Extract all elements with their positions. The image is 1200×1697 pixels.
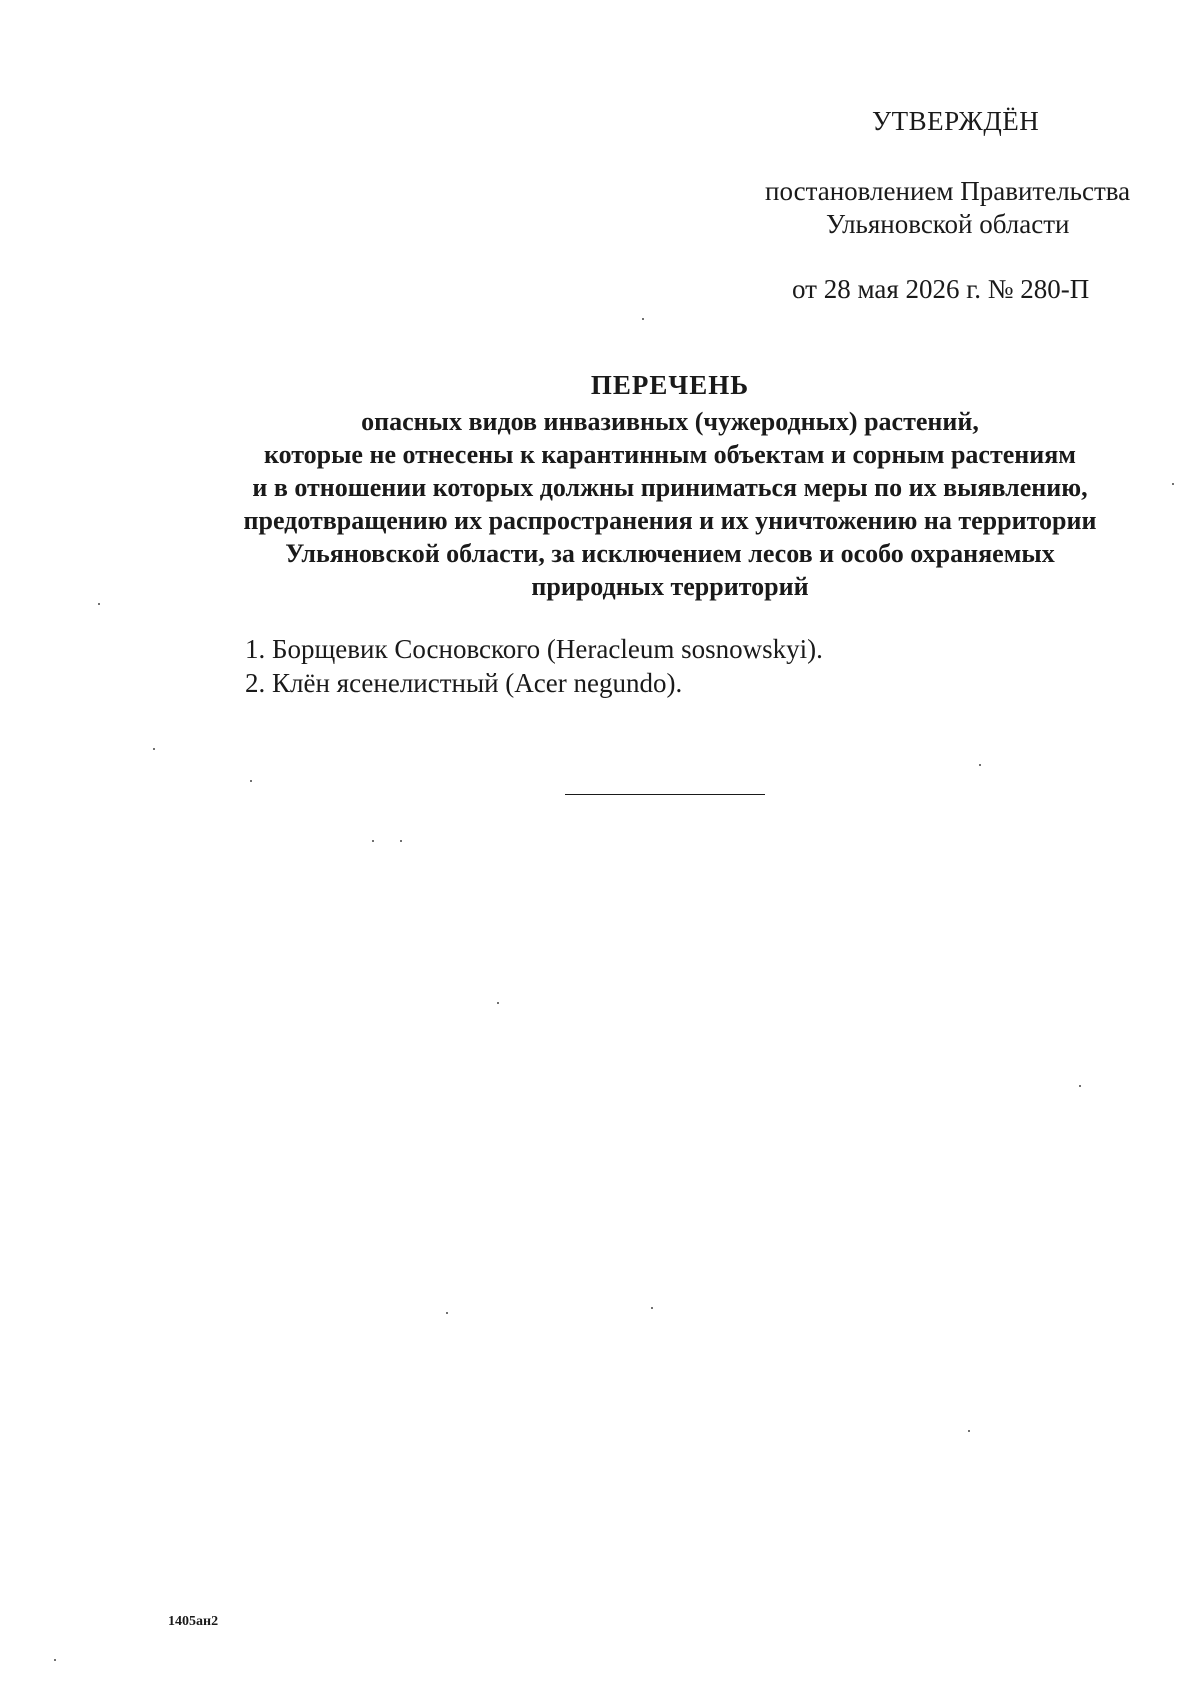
scan-speck — [1172, 483, 1174, 485]
scan-speck — [400, 840, 402, 842]
subtitle-line: природных территорий — [531, 572, 809, 601]
scan-speck — [651, 1307, 653, 1309]
approval-region-line: Ульяновской области — [826, 209, 1070, 239]
plant-list-item: 1. Борщевик Сосновского (Heracleum sosnowskyi). — [245, 634, 823, 664]
subtitle-line: Ульяновской области, за исключением лесов и особо охраняемых — [285, 539, 1055, 568]
scan-speck — [979, 764, 981, 766]
subtitle-line: предотвращению их распространения и их уничтожению на территории — [243, 506, 1097, 535]
end-separator-line — [565, 794, 765, 795]
subtitle-line: которые не отнесены к карантинным объектам и сорным растениям — [263, 440, 1077, 469]
scan-speck — [98, 603, 100, 605]
document-title: ПЕРЕЧЕНЬ — [590, 370, 750, 400]
subtitle-line: опасных видов инвазивных (чужеродных) растений, — [361, 407, 979, 436]
scan-speck — [1079, 1085, 1081, 1087]
approval-date-number: от 28 мая 2026 г. № 280-П — [792, 274, 1090, 304]
scan-speck — [54, 1659, 56, 1661]
plant-list — [245, 632, 823, 700]
approval-stamp-title: УТВЕРЖДЁН — [872, 106, 1040, 136]
subtitle-line: и в отношении которых должны приниматься меры по их выявлению, — [252, 473, 1088, 502]
plant-list-item: 2. Клён ясенелистный (Acer negundo). — [245, 668, 683, 698]
scan-speck — [153, 748, 155, 750]
footer-document-code: 1405ан2 — [168, 1614, 219, 1629]
scan-speck — [497, 1002, 499, 1004]
scan-speck — [372, 840, 374, 842]
scan-speck — [250, 780, 252, 782]
document-subtitle — [150, 405, 1190, 603]
approval-authority-line: постановлением Правительства — [765, 176, 1131, 206]
scan-speck — [968, 1430, 970, 1432]
scan-speck — [642, 318, 644, 320]
scan-speck — [446, 1312, 448, 1314]
